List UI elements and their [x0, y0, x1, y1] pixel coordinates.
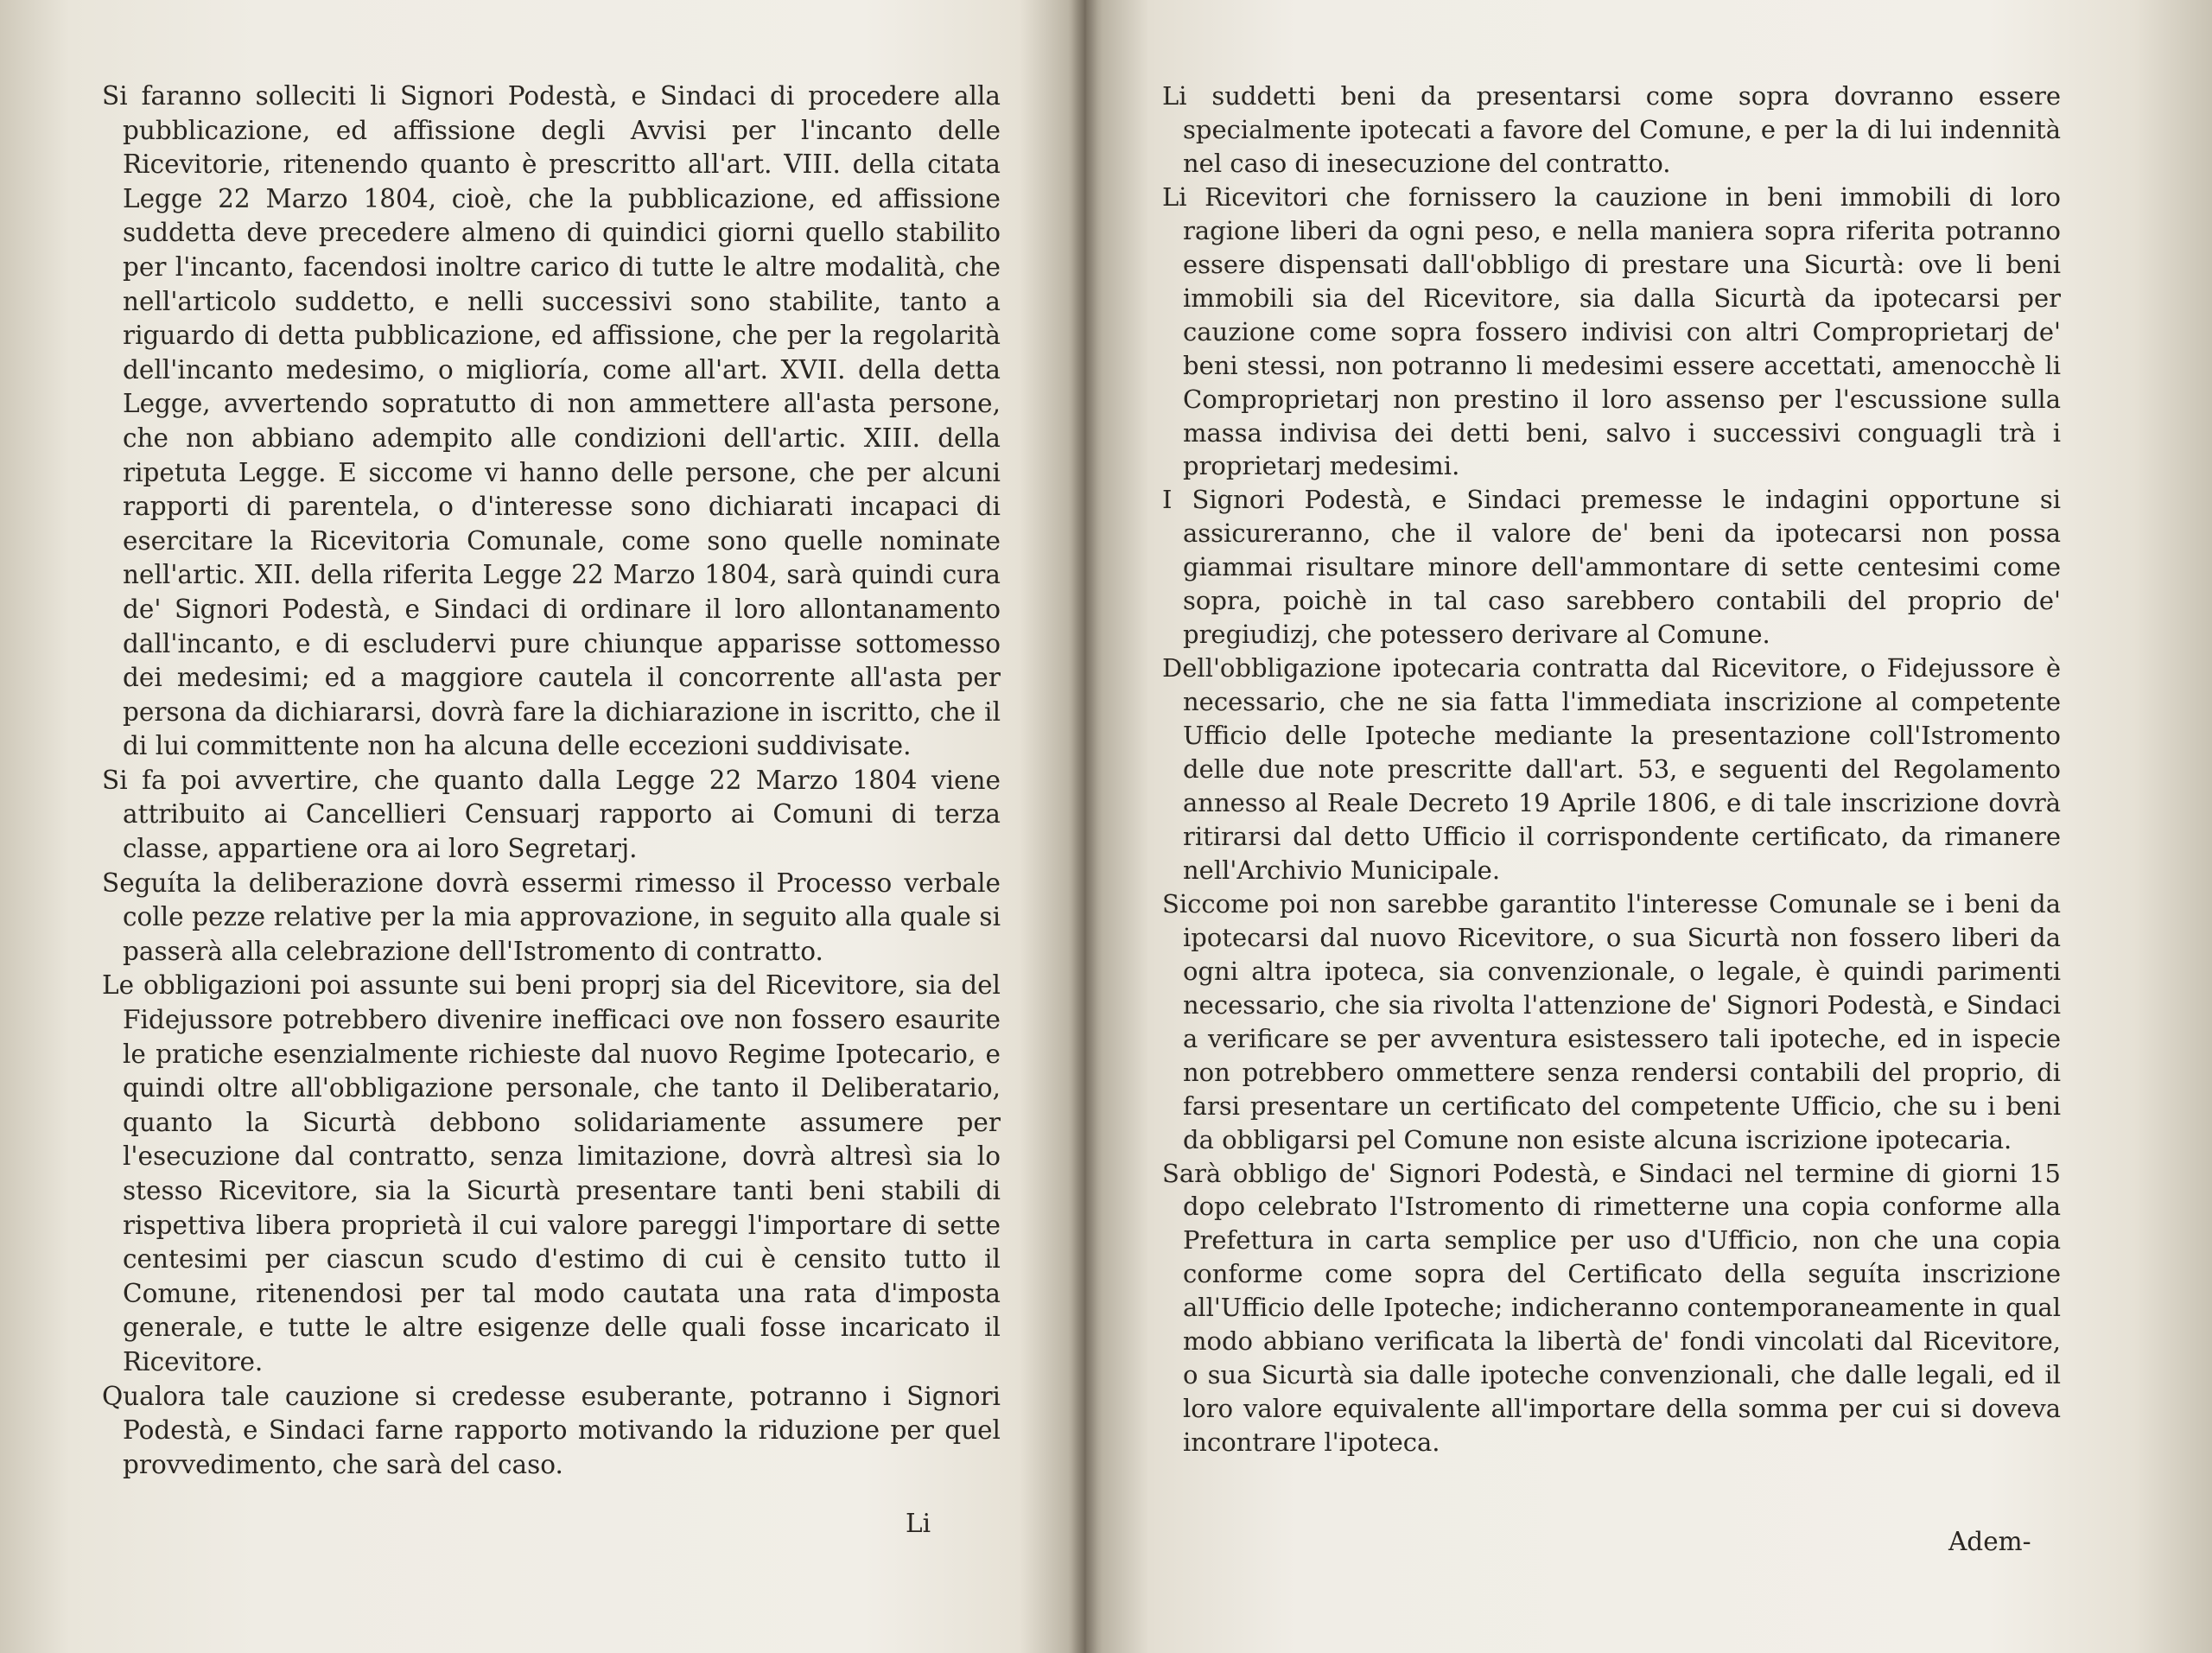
- right-page: [1162, 79, 2061, 1459]
- left-paragraph-1: Si faranno solleciti li Signori Podestà, e Sindaci di procedere alla pubblicazione, ed affissione degli Avvisi per l'incanto delle Ricevitorie, ritenendo quanto è prescritto all'art. VIII. della citata Legge 22 Marzo 1804, cioè, che la pubblicazione, ed affissione suddetta deve precedere almeno di quindici giorni quello stabilito per l'incanto, facendosi inoltre carico di tutte le altre modalità, che nell'articolo suddetto, e nelli successivi sono stabilite, tanto a riguardo di detta pubblicazione, ed affissione, che per la regolarità dell'incanto medesimo, o miglioría, come all'art. XVII. della detta Legge, avvertendo sopratutto di non ammettere all'asta persone, che non abbiano adempito alle condizioni dell'artic. XIII. della ripetuta Legge. E siccome vi hanno delle persone, che per alcuni rapporti di parentela, o d'interesse sono dichiarati incapaci di esercitare la Ricevitoria Comunale, come sono quelle nominate nell'artic. XII. della riferita Legge 22 Marzo 1804, sarà quindi cura de' Signori Podestà, e Sindaci di ordinare il loro allontanamento dall'incanto, e di escludervi pure chiunque apparisse sottomesso dei medesimi; ed a maggiore cautela il concorrente all'asta per persona da dichiararsi, dovrà fare la dichiarazione in iscritto, che il di lui committente non ha alcuna delle eccezioni suddivisate.: [102, 81, 1001, 761]
- left-paragraph-4: Le obbligazioni poi assunte sui beni proprj sia del Ricevitore, sia del Fidejussore potrebbero divenire inefficaci ove non fossero esaurite le pratiche esenzialmente richieste dal nuovo Regime Ipotecario, e quindi oltre all'obbligazione personale, che tanto il Deliberatario, quanto la Sicurtà debbono solidariamente assumere per l'esecuzione dal contratto, senza limitazione, dovrà altresì sia lo stesso Ricevitore, sia la Sicurtà presentare tanti beni stabili di rispettiva libera proprietà il cui valore pareggi l'importare di sette centesimi per ciascun scudo d'estimo di cui è censito tutto il Comune, ritenendosi per tal modo cautata una rata d'imposta generale, e tutte le altre esigenze delle quali fosse incaricato il Ricevitore.: [102, 970, 1001, 1376]
- right-catchword: Adem-: [1948, 1527, 2031, 1556]
- right-paragraph-6: Sarà obbligo de' Signori Podestà, e Sindaci nel termine di giorni 15 dopo celebrato l'Istromento di rimetterne una copia conforme alla Prefettura in carta semplice per uso d'Ufficio, non che una copia conforme come sopra del Certificato della seguíta inscrizione all'Ufficio delle Ipoteche; indicheranno contemporaneamente in qual modo abbiano verificata la libertà de' fondi vincolati dal Ricevitore, o sua Sicurtà sia dalle ipoteche convenzionali, che dalle legali, ed il loro valore equivalente all'importare della somma per cui si doveva incontrare l'ipoteca.: [1162, 1158, 2061, 1458]
- book-gutter: [1068, 0, 1103, 1653]
- right-paragraph-4: Dell'obbligazione ipotecaria contratta dal Ricevitore, o Fidejussore è necessario, che ne sia fatta l'immediata inscrizione al competente Ufficio delle Ipoteche mediante la presentazione coll'Istromento delle due note prescritte dall'art. 53, e seguenti del Regolamento annesso al Reale Decreto 19 Aprile 1806, e di tale inscrizione dovrà ritirarsi dal detto Ufficio il corrispondente certificato, da rimanere nell'Archivio Municipale.: [1162, 653, 2061, 885]
- left-paragraph-3: Seguíta la deliberazione dovrà essermi rimesso il Processo verbale colle pezze relative per la mia approvazione, in seguito alla quale si passerà alla celebrazione dell'Istromento di contratto.: [102, 868, 1001, 966]
- right-paragraph-5: Siccome poi non sarebbe garantito l'interesse Comunale se i beni da ipotecarsi dal nuovo Ricevitore, o sua Sicurtà non fossero liberi da ogni altra ipoteca, sia convenzionale, o legale, è quindi parimenti necessario, che sia rivolta l'attenzione de' Signori Podestà, e Sindaci a verificare se per avventura esistessero tali ipoteche, ed in ispecie non potrebbero ommettere senza rendersi contabili del proprio, di farsi presentare un certificato del competente Ufficio, che su i beni da obbligarsi pel Comune non esiste alcuna iscrizione ipotecaria.: [1162, 888, 2061, 1154]
- right-paragraph-3: I Signori Podestà, e Sindaci premesse le indagini opportune si assicureranno, che il valore de' beni da ipotecarsi non possa giammai risultare minore dell'ammontare di sette centesimi come sopra, poichè in tal caso sarebbero contabili del proprio de' pregiudizj, che potessero derivare al Comune.: [1162, 485, 2061, 650]
- left-paragraph-5: Qualora tale cauzione si credesse esuberante, potranno i Signori Podestà, e Sindaci farne rapporto motivando la riduzione per quel provvedimento, che sarà del caso.: [102, 1381, 1001, 1479]
- left-catchword: Li: [906, 1509, 931, 1538]
- left-paragraph-2: Si fa poi avvertire, che quanto dalla Legge 22 Marzo 1804 viene attribuito ai Cancellieri Censuarj rapporto ai Comuni di terza classe, appartiene ora ai loro Segretarj.: [102, 765, 1001, 864]
- left-page: [102, 79, 1001, 1482]
- right-paragraph-2: Li Ricevitori che fornissero la cauzione in beni immobili di loro ragione liberi da ogni peso, e nella maniera sopra riferita potranno essere dispensati dall'obbligo di prestare una Sicurtà: ove li beni immobili sia del Ricevitore, sia dalla Sicurtà da ipotecarsi per cauzione come sopra fossero indivisi con altri Comproprietarj de' beni stessi, non potranno li medesimi essere accettati, amenocchè li Comproprietarj non prestino il loro assenso per l'escussione sulla massa indivisa dei detti beni, salvo i successivi conguagli trà i proprietarj medesimi.: [1162, 181, 2061, 481]
- right-paragraph-1: Li suddetti beni da presentarsi come sopra dovranno essere specialmente ipotecati a favore del Comune, e per la di lui indennità nel caso di inesecuzione del contratto.: [1162, 81, 2061, 178]
